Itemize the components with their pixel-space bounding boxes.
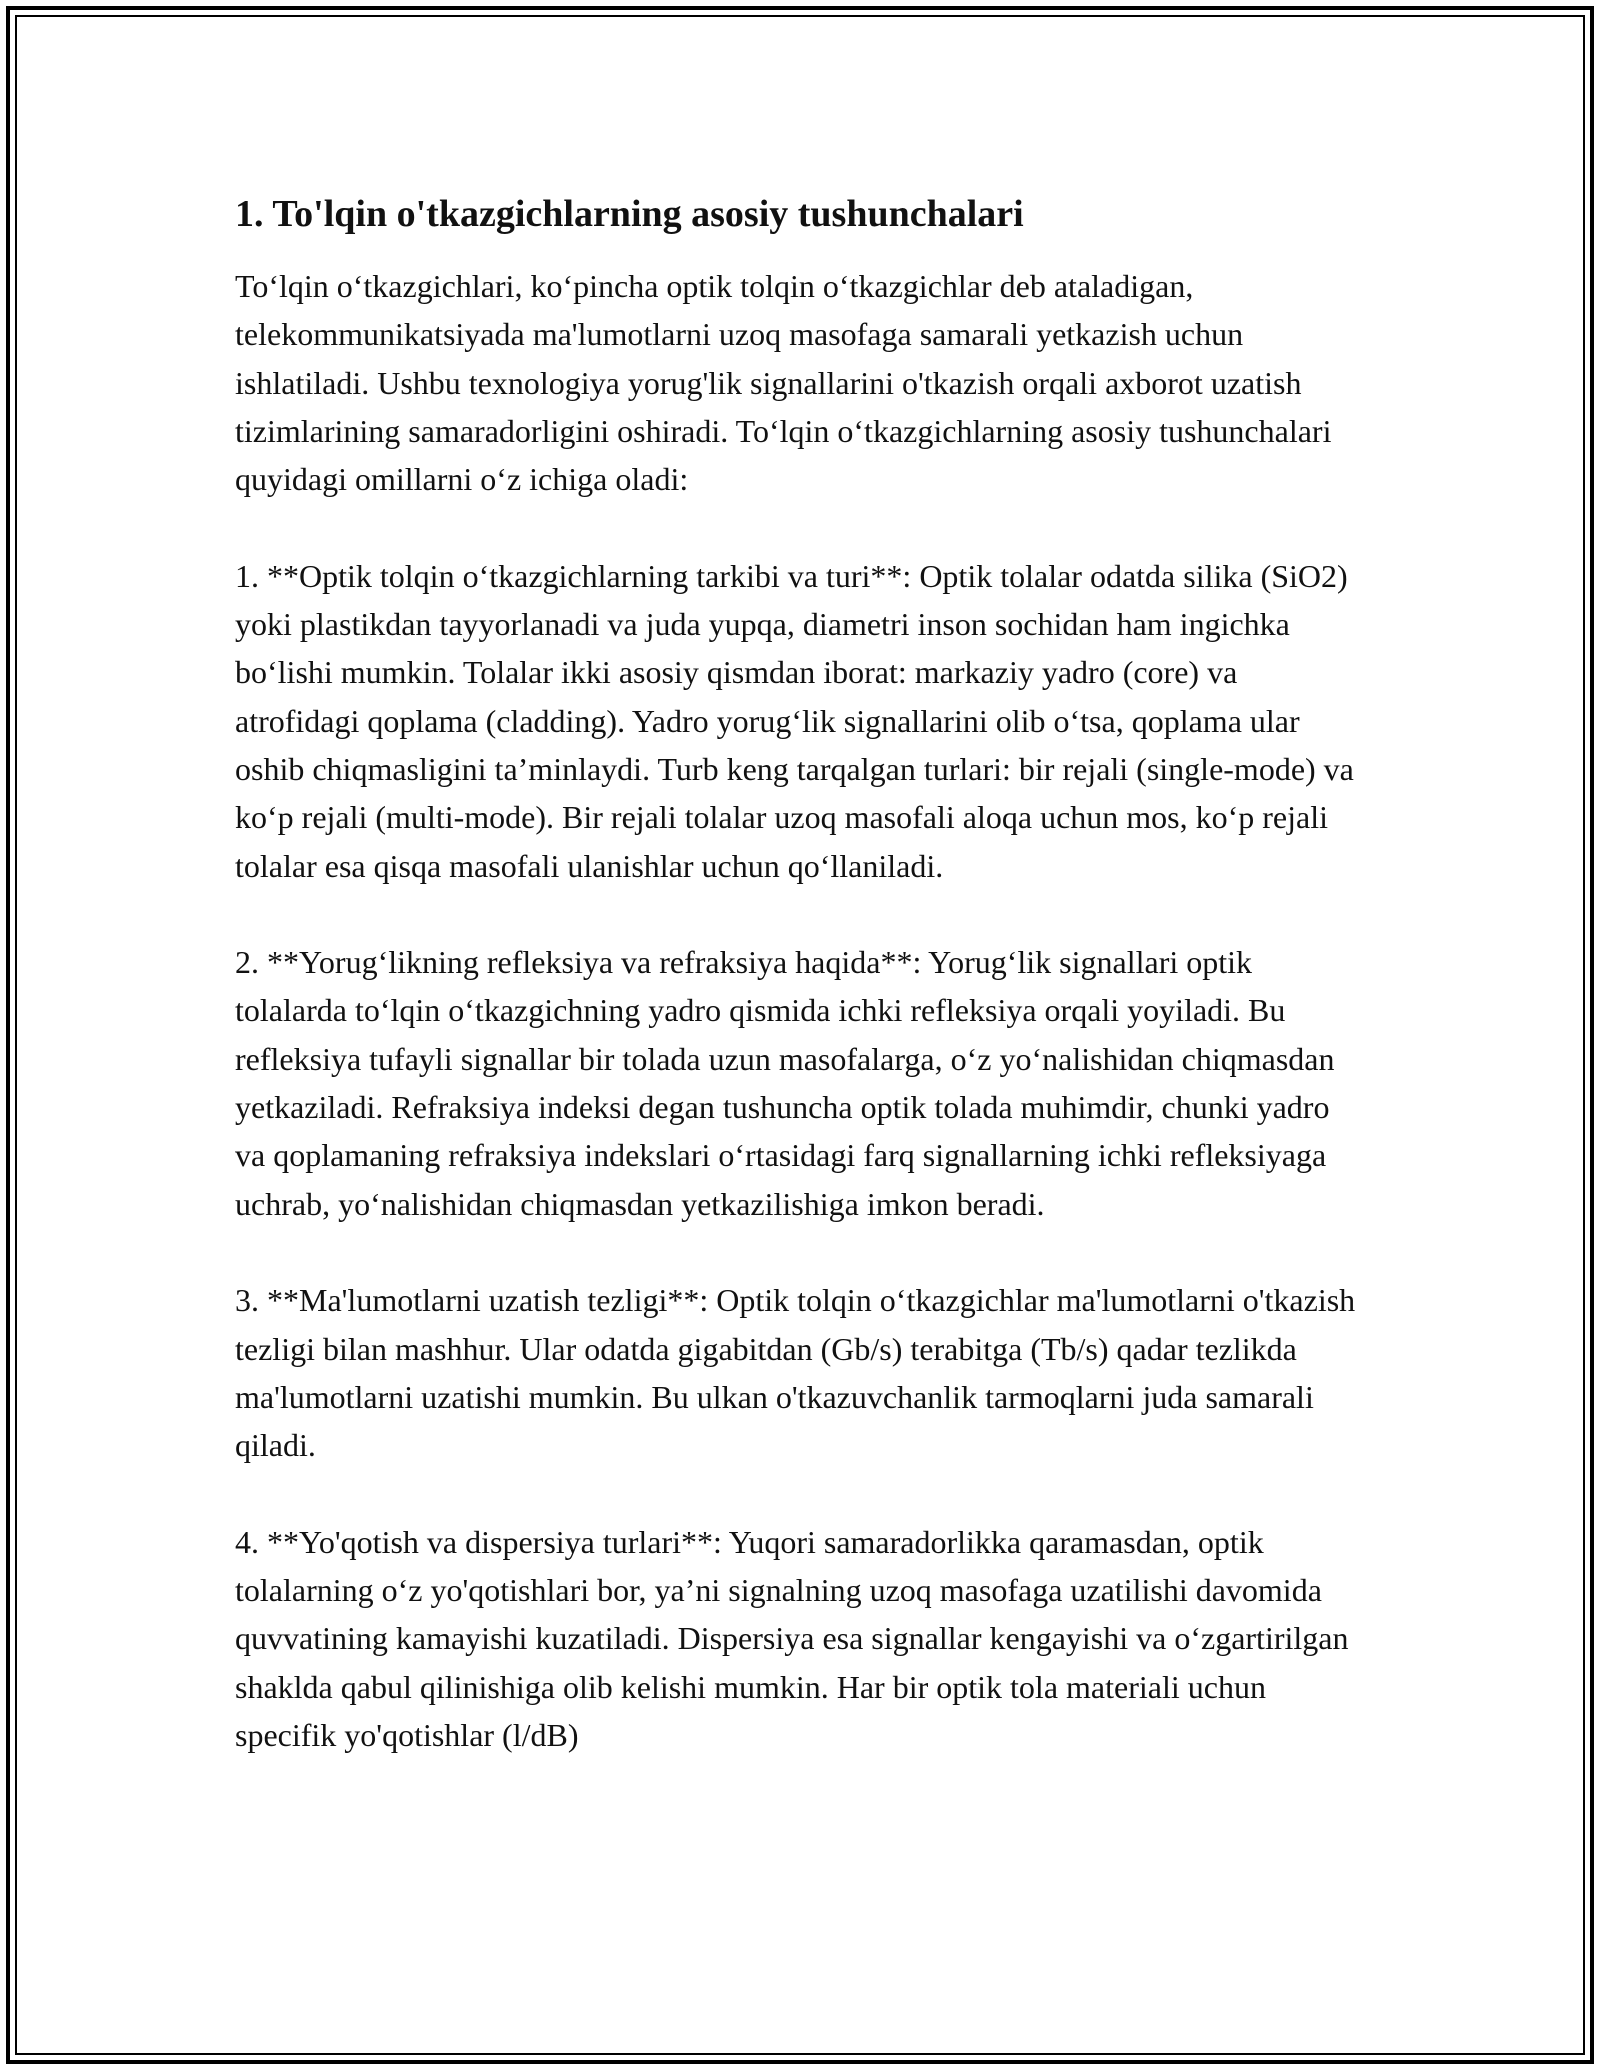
section-2-paragraph: 2. **Yorug‘likning refleksiya va refraksiya haqida**: Yorug‘lik signallari optik tolalarda to‘lqin o‘tkazgichning yadro qismida ichki refleksiya orqali yoyiladi. Bu refleksiya tufayli signallar bir tolada uzun masofalarga, o‘z yo‘nalishidan chiqmasdan yetkaziladi. Refraksiya indeksi degan tushuncha optik tolada muhimdir, chunki yadro va qoplamaning refraksiya indekslari o‘rtasidagi farq signallarning ichki refleksiyaga uchrab, yo‘nalishidan chiqmasdan yetkazilishiga imkon beradi. xyxy=(235,944,1335,1222)
document-title: 1. To'lqin o'tkazgichlarning asosiy tushunchalari xyxy=(235,193,1024,235)
section-4-paragraph: 4. **Yo'qotish va dispersiya turlari**: Yuqori samaradorlikka qaramasdan, optik tolalarning o‘z yo'qotishlari bor, ya’ni signalning uzoq masofaga uzatilishi davomida quvvatining kamayishi kuzatiladi. Dispersiya esa signallar kengayishi va o‘zgartirilgan shaklda qabul qilinishiga olib kelishi mumkin. Har bir optik tola materiali uchun specifik yo'qotishlar (l/dB) xyxy=(235,1523,1349,1753)
section-3-paragraph: 3. **Ma'lumotlarni uzatish tezligi**: Optik tolqin o‘tkazgichlar ma'lumotlarni o'tkazish tezligi bilan mashhur. Ular odatda gigabitdan (Gb/s) terabitga (Tb/s) qadar tezlikda ma'lumotlarni uzatishi mumkin. Bu ulkan o'tkazuvchanlik tarmoqlarni juda samarali qiladi. xyxy=(235,1282,1356,1464)
document-body xyxy=(235,190,1365,1808)
section-1-paragraph: 1. **Optik tolqin o‘tkazgichlarning tarkibi va turi**: Optik tolalar odatda silika (SiO2) yoki plastikdan tayyorlanadi va juda yupqa, diametri inson sochidan ham ingichka bo‘lishi mumkin. Tolalar ikki asosiy qismdan iborat: markaziy yadro (core) va atrofidagi qoplama (cladding). Yadro yorug‘lik signallarini olib o‘tsa, qoplama ular oshib chiqmasligini ta’minlaydi. Turb keng tarqalgan turlari: bir rejali (single-mode) va ko‘p rejali (multi-mode). Bir rejali tolalar uzoq masofali aloqa uchun mos, ko‘p rejali tolalar esa qisqa masofali ulanishlar uchun qo‘llaniladi. xyxy=(235,557,1354,884)
intro-paragraph: To‘lqin o‘tkazgichlari, ko‘pincha optik tolqin o‘tkazgichlar deb ataladigan, telekommunikatsiyada ma'lumotlarni uzoq masofaga samarali yetkazish uchun ishlatiladi. Ushbu texnologiya yorug'lik signallarini o'tkazish orqali axborot uzatish tizimlarining samaradorligini oshiradi. To‘lqin o‘tkazgichlarning asosiy tushunchalari quyidagi omillarni o‘z ichiga oladi: xyxy=(235,268,1332,498)
